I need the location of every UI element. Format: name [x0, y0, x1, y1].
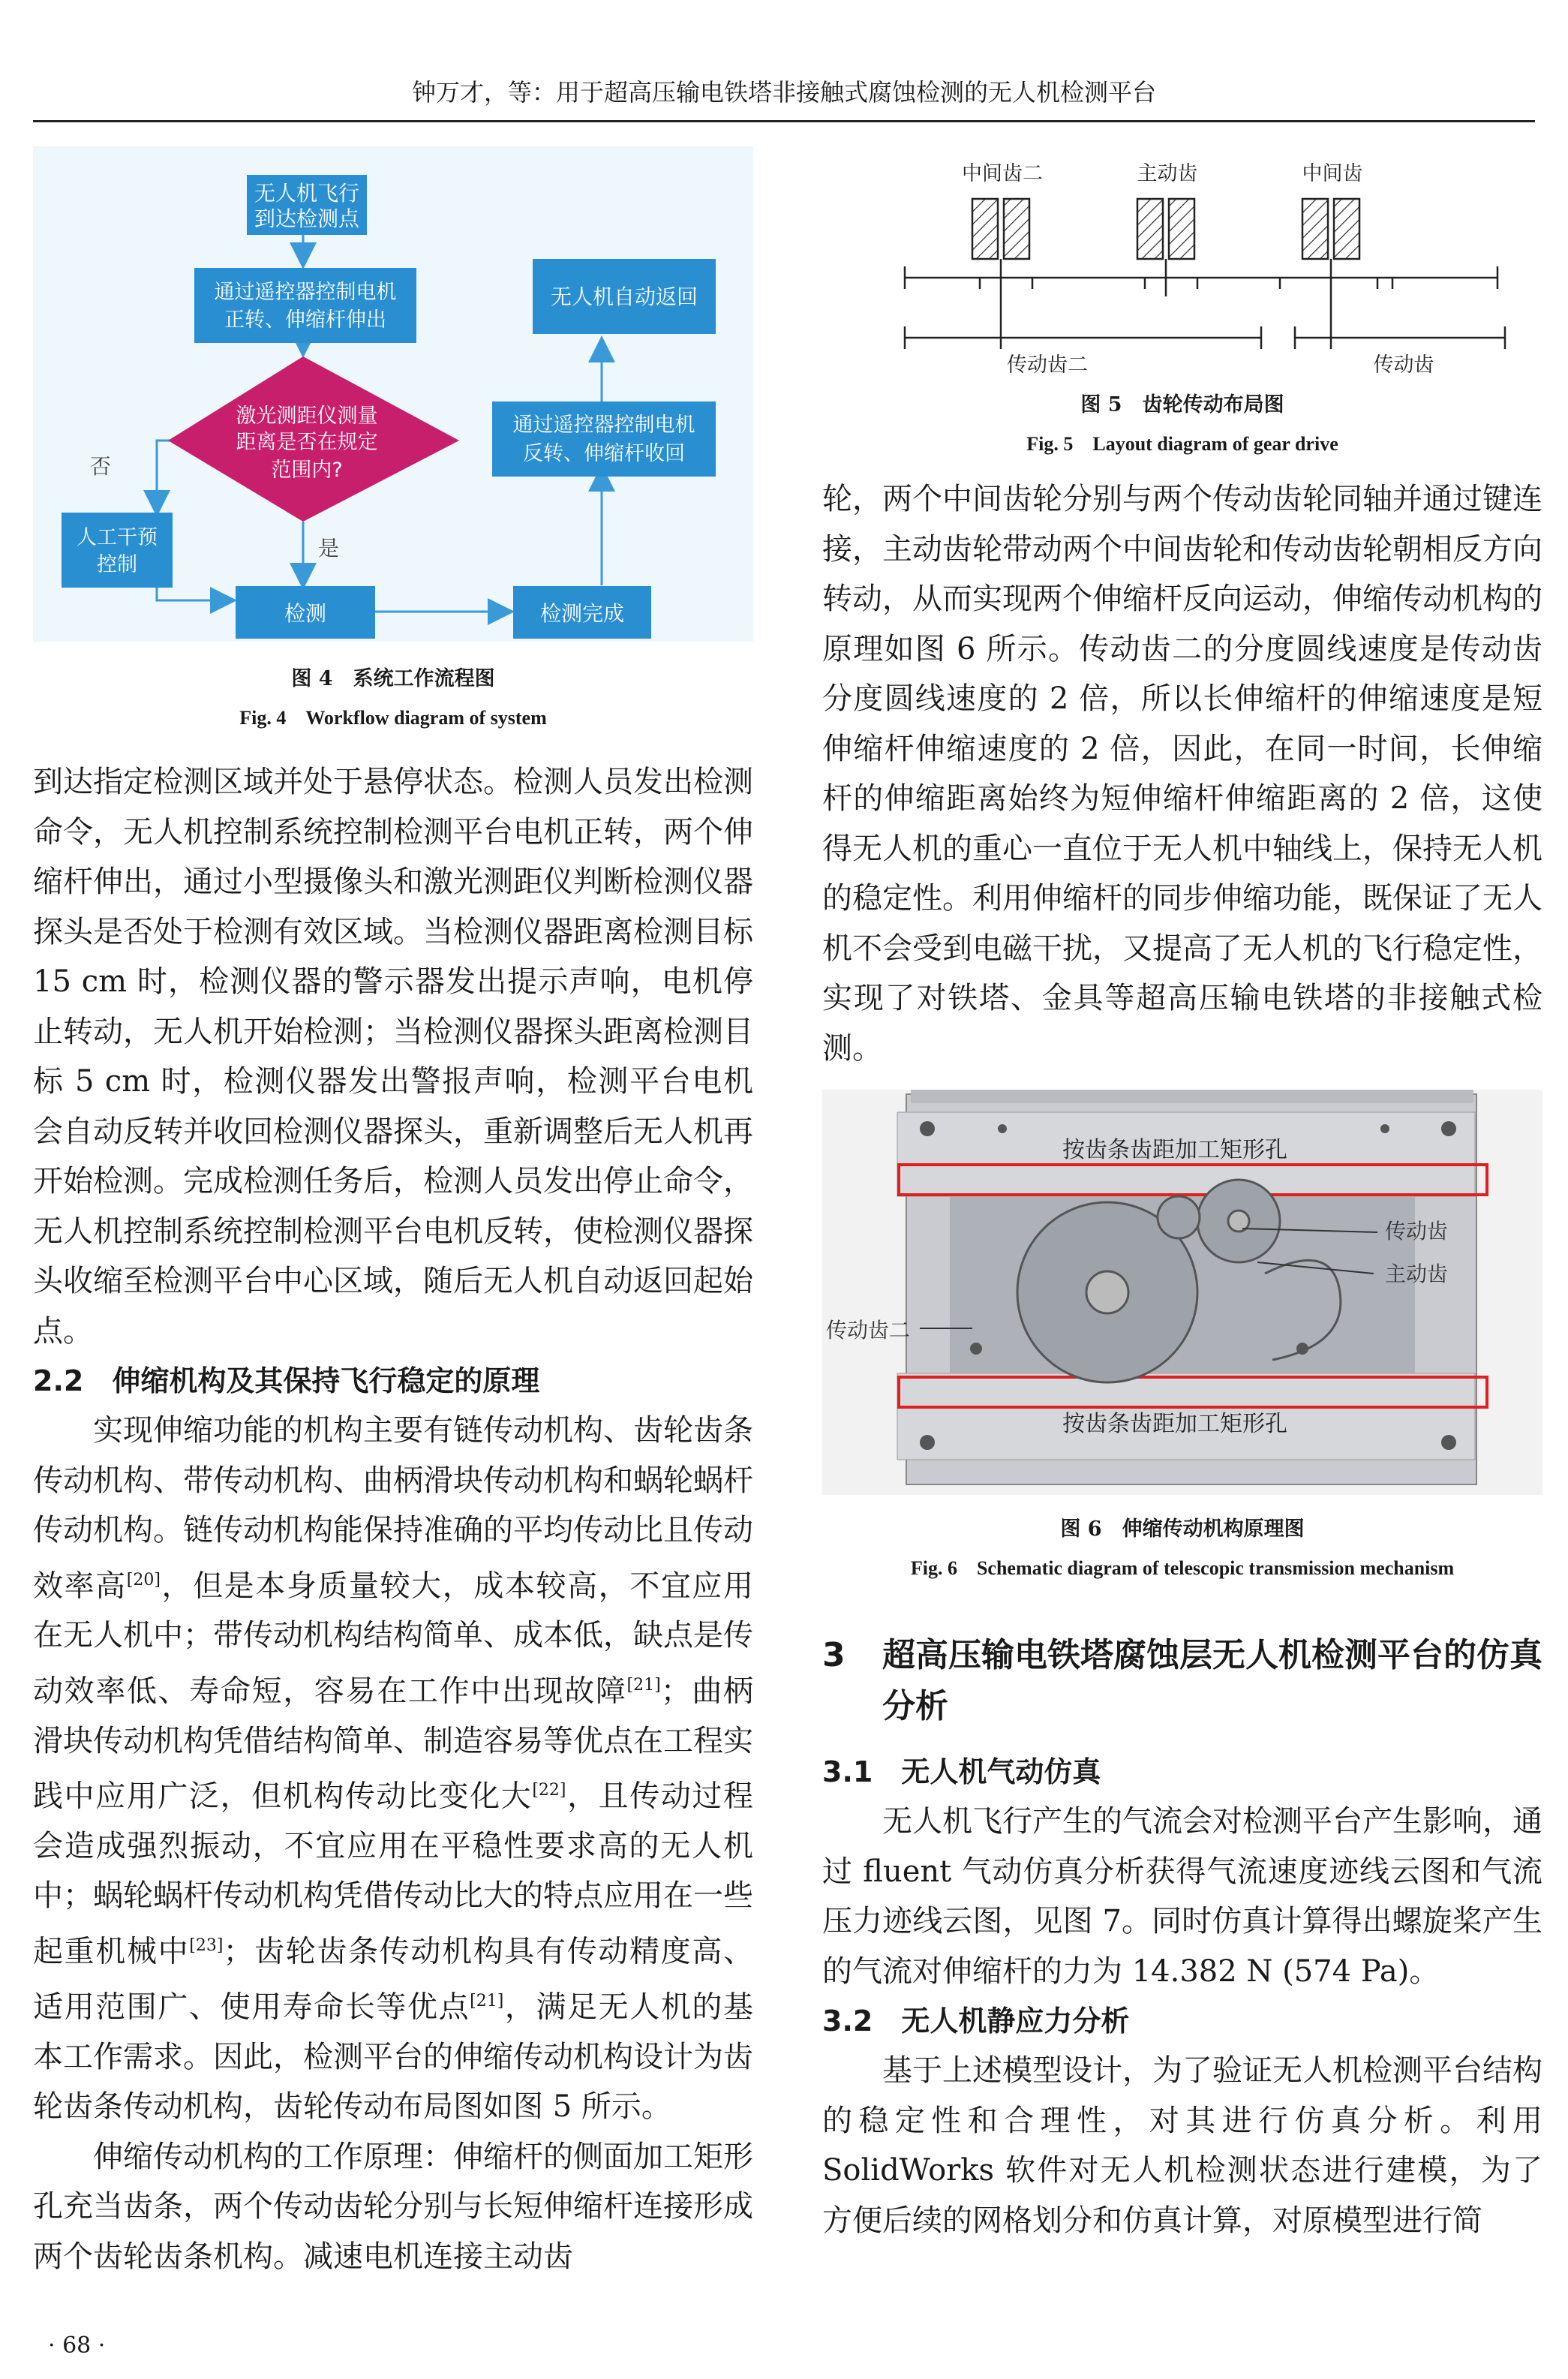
svg-text:传动齿: 传动齿	[1373, 353, 1434, 377]
flow-node-return	[533, 259, 716, 334]
svg-text:范围内?: 范围内?	[271, 459, 343, 482]
svg-text:控制: 控制	[97, 553, 137, 576]
flow-label-no: 否	[90, 454, 112, 479]
page-number: · 68 ·	[48, 2332, 106, 2359]
right-paragraph-3: 基于上述模型设计，为了验证无人机检测平台结构的稳定性和合理性，对其进行仿真分析。利用 SolidWorks 软件对无人机检测状态进行建模，为了方便后续的网格划分和仿真计算，对原模型进行简	[822, 2053, 1542, 2238]
flow-label-yes: 是	[318, 536, 340, 561]
figure-5	[822, 158, 1542, 464]
flow-node-motor-forward	[194, 268, 416, 343]
svg-text:通过遥控器控制电机: 通过遥控器控制电机	[512, 414, 695, 437]
flow-node-motor-reverse	[492, 402, 716, 477]
left-paragraph-2: 实现伸缩功能的机构主要有链传动机构、齿轮齿条传动机构、带传动机构、曲柄滑块传动机构和蜗轮蜗杆传动机构。链传动机构能保持准确的平均传动比且传动效率高[20]，但是本身质量较大，成本较高，不宜应用在无人机中；带传动机构结构简单、成本低，缺点是传动效率低、寿命短，容易在工作中出现故障[21]；曲柄滑块传动机构凭借结构简单、制造容易等优点在工程实践中应用广泛，但机构传动比变化大[22]，且传动过程会造成强烈振动，不宜应用在平稳性要求高的无人机中；蜗轮蜗杆传动机构凭借传动比大的特点应用在一些起重机械中[23]；齿轮齿条传动机构具有传动精度高、适用范围广、使用寿命长等优点[21]，满足无人机的基本工作需求。因此，检测平台的伸缩传动机构设计为齿轮齿条传动机构，齿轮传动布局图如图 5 所示。	[33, 1413, 754, 2125]
section-3-2-heading: 3.2 无人机静应力分析	[822, 2005, 1130, 2038]
right-paragraph-2: 无人机飞行产生的气流会对检测平台产生影响，通过 fluent 气动仿真分析获得气流速度迹线云图和气流压力迹线云图，见图 7。同时仿真计算得出螺旋桨产生的气流对伸缩杆的力为 14.382 N (574 Pa)。	[822, 1804, 1542, 1989]
flow-node-start	[247, 175, 367, 235]
figure-6-caption-en: Fig. 6 Schematic diagram of telescopic transmission mechanism	[910, 1557, 1455, 1579]
svg-text:传动齿二: 传动齿二	[826, 1318, 911, 1343]
svg-text:通过遥控器控制电机: 通过遥控器控制电机	[214, 281, 397, 304]
svg-text:中间齿二: 中间齿二	[962, 162, 1043, 185]
svg-text:无人机飞行: 无人机飞行	[254, 181, 360, 206]
flow-node-manual	[62, 513, 173, 588]
svg-text:按齿条齿距加工矩形孔: 按齿条齿距加工矩形孔	[1062, 1137, 1287, 1163]
figure-5-caption-en: Fig. 5 Layout diagram of gear drive	[1026, 433, 1338, 455]
figure-6	[822, 1090, 1542, 1588]
svg-text:检测: 检测	[284, 601, 327, 626]
gear-layout-diagram	[822, 158, 1542, 383]
left-paragraph-1: 到达指定检测区域并处于悬停状态。检测人员发出检测命令，无人机控制系统控制检测平台电机正转，两个伸缩杆伸出，通过小型摄像头和激光测距仪判断检测仪器探头是否处于检测有效区域。当检测仪器距离检测目标 15 cm 时，检测仪器的警示器发出提示声响，电机停止转动，无人机开始检测；当检测仪器探头距离检测目标 5 cm 时，检测仪器发出警报声响，检测平台电机会自动反转并收回检测仪器探头，重新调整后无人机再开始检测。完成检测任务后，检测人员发出停止命令，无人机控制系统控制检测平台电机反转，使检测仪器探头收缩至检测平台中心区域，随后无人机自动返回起始点。	[33, 765, 753, 1349]
right-paragraph-1: 轮，两个中间齿轮分别与两个传动齿轮同轴并通过键连接，主动齿轮带动两个中间齿轮和传动齿轮朝相反方向转动，从而实现两个伸缩杆反向运动，伸缩传动机构的原理如图 6 所示。传动齿二的分度圆线速度是传动齿分度圆线速度的 2 倍，所以长伸缩杆的伸缩速度是短伸缩杆伸缩速度的 2 倍，因此，在同一时间，长伸缩杆的伸缩距离始终为短伸缩杆伸缩距离的 2 倍，这使得无人机的重心一直位于无人机中轴线上，保持无人机的稳定性。利用伸缩杆的同步伸缩功能，既保证了无人机不会受到电磁干扰，又提高了无人机的飞行稳定性，实现了对铁塔、金具等超高压输电铁塔的非接触式检测。	[822, 482, 1542, 1066]
figure-4	[33, 146, 753, 738]
running-header: 钟万才，等：用于超高压输电铁塔非接触式腐蚀检测的无人机检测平台	[33, 68, 1535, 122]
left-column	[33, 146, 753, 2281]
svg-text:到达检测点: 到达检测点	[254, 206, 360, 231]
svg-text:检测完成: 检测完成	[539, 601, 625, 626]
section-3-heading: 3 超高压输电铁塔腐蚀层无人机检测平台的仿真分析	[822, 1636, 1542, 1725]
svg-text:传动齿二: 传动齿二	[1007, 353, 1088, 377]
svg-text:无人机自动返回: 无人机自动返回	[550, 284, 698, 309]
telescopic-mechanism-image	[822, 1090, 1542, 1495]
svg-text:中间齿: 中间齿	[1302, 162, 1363, 185]
section-2-2-heading: 2.2 伸缩机构及其保持飞行稳定的原理	[33, 1364, 540, 1397]
figure-6-caption-cn: 图 6 伸缩传动机构原理图	[1060, 1517, 1305, 1541]
flow-node-done	[513, 586, 651, 639]
svg-text:传动齿: 传动齿	[1385, 1219, 1449, 1244]
svg-text:正转、伸缩杆伸出: 正转、伸缩杆伸出	[224, 308, 386, 332]
svg-text:距离是否在规定: 距离是否在规定	[236, 431, 378, 454]
workflow-diagram	[33, 146, 753, 642]
svg-text:激光测距仪测量: 激光测距仪测量	[236, 405, 378, 428]
section-3-1-heading: 3.1 无人机气动仿真	[822, 1755, 1101, 1788]
left-paragraph-3: 伸缩传动机构的工作原理：伸缩杆的侧面加工矩形孔充当齿条，两个传动齿轮分别与长短伸缩杆连接形成两个齿轮齿条机构。减速电机连接主动齿	[33, 2139, 753, 2274]
svg-text:反转、伸缩杆收回: 反转、伸缩杆收回	[523, 442, 685, 465]
svg-text:按齿条齿距加工矩形孔: 按齿条齿距加工矩形孔	[1062, 1411, 1287, 1437]
right-column	[822, 146, 1542, 2245]
svg-text:人工干预: 人工干预	[77, 526, 158, 549]
svg-text:主动齿: 主动齿	[1137, 162, 1198, 185]
figure-4-caption-cn: 图 4 系统工作流程图	[291, 667, 495, 690]
figure-5-caption-cn: 图 5 齿轮传动布局图	[1080, 393, 1284, 417]
flow-node-inspect	[236, 586, 375, 639]
figure-4-caption-en: Fig. 4 Workflow diagram of system	[239, 707, 547, 729]
svg-text:主动齿: 主动齿	[1385, 1262, 1449, 1286]
